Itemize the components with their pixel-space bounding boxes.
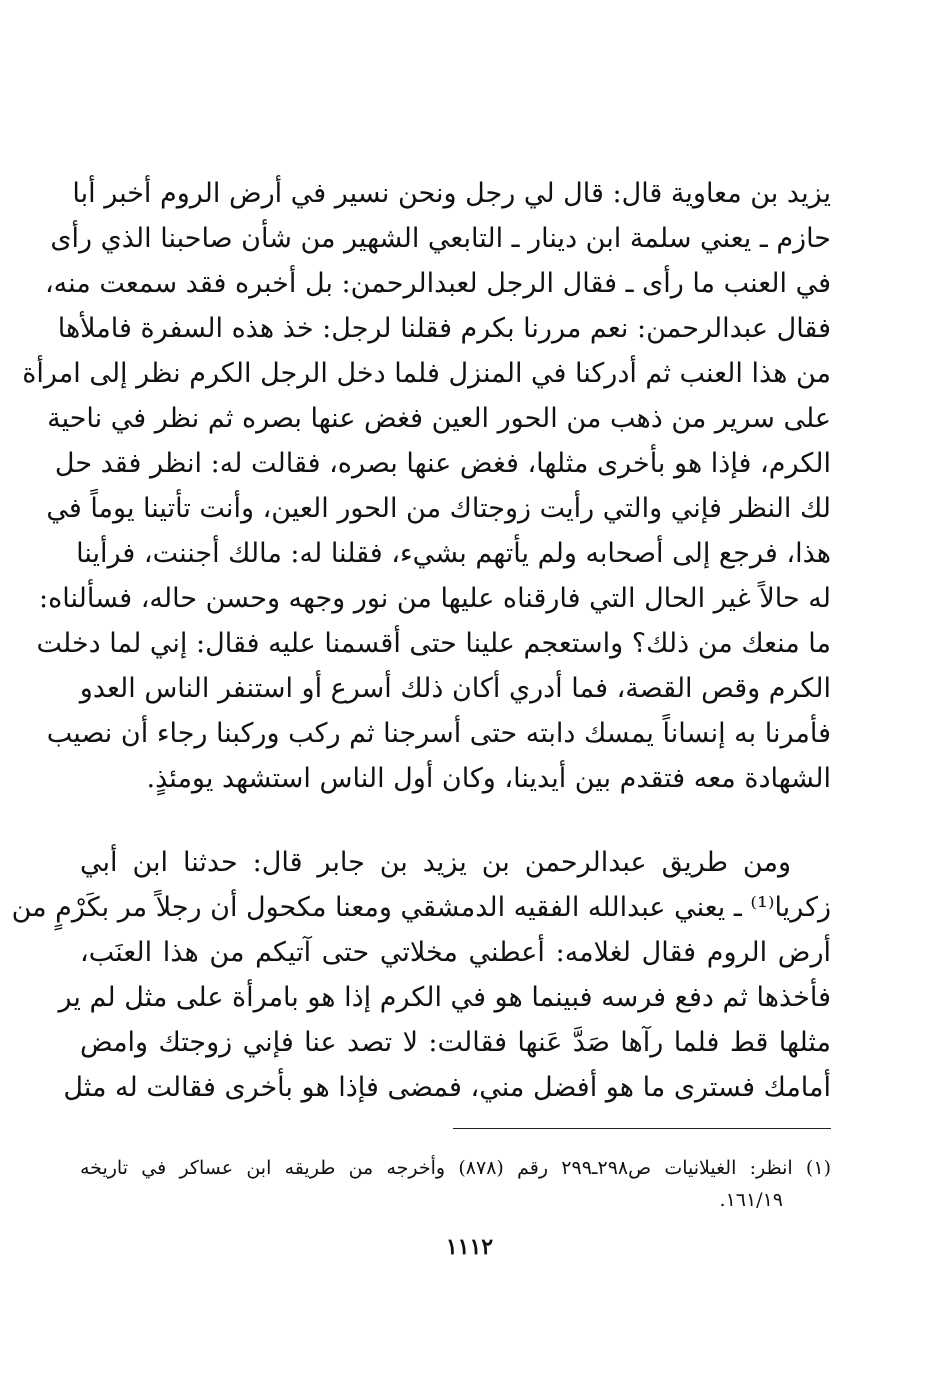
text-line: ومن طريق عبدالرحمن بن يزيد بن جابر قال: حدثنا ابن أبي [80,847,791,878]
text-line: فأخذها ثم دفع فرسه فبينما هو في الكرم إذا هو بامرأة على مثل لم ير [58,982,831,1013]
text-line: حازم ـ يعني سلمة ابن دينار ـ التابعي الشهير من شأن صاحبنا الذي رأى [50,223,831,254]
text-line: أمامك فسترى ما هو أفضل مني، فمضى فإذا هو بأخرى فقالت له مثل [63,1072,831,1103]
footnote-line: (١) انظر: الغيلانيات ص٢٩٨ـ٢٩٩ رقم (٨٧٨) وأخرجه من طريقه ابن عساكر في تاريخه [80,1157,831,1179]
text-line: أرض الروم فقال لغلامه: أعطني مخلاتي حتى آتيكم من هذا العنَب، [80,937,831,968]
footnote-line: ١٦١/١٩. [719,1189,783,1211]
text-line: فقال عبدالرحمن: نعم مررنا بكرم فقلنا لرجل: خذ هذه السفرة فاملأها [57,313,831,344]
text-line: هذا، فرجع إلى أصحابه ولم يأتهم بشيء، فقلنا له: مالك أجننت، فرأينا [76,538,831,569]
text-line: على سرير من ذهب من الحور العين فغض عنها بصره ثم نظر في ناحية [47,403,831,434]
text-line: مثلها قط فلما رآها صَدَّ عَنها فقالت: لا تصد عنا فإني زوجتك وامض [80,1027,831,1058]
text-line: في العنب ما رأى ـ فقال الرجل لعبدالرحمن: بل أخبره فقد سمعت منه، [44,268,831,299]
footnote-divider [453,1128,831,1129]
page-number: ١١١٢ [445,1234,494,1260]
text-line: من هذا العنب ثم أدركنا في المنزل فلما دخل الرجل الكرم نظر إلى امرأة [22,358,831,389]
text-line: له حالاً غير الحال التي فارقناه عليها من نور وجهه وحسن حاله، فسألناه: [39,583,831,614]
text-line: يزيد بن معاوية قال: قال لي رجل ونحن نسير في أرض الروم أخبر أبا [72,178,831,209]
text-line: ما منعك من ذلك؟ واستعجم علينا حتى أقسمنا عليه فقال: إني لما دخلت [36,628,831,659]
text-line: الكرم وقص القصة، فما أدري أكان ذلك أسرع أو استنفر الناس العدو [79,673,831,704]
text-line: زكريا⁽¹⁾ ـ يعني عبدالله الفقيه الدمشقي ومعنا مكحول أن رجلاً مر بكَرْمٍ من [11,892,831,923]
text-line: فأمرنا به إنساناً يمسك دابته حتى أسرجنا ثم ركب وركبنا رجاء أن نصيب [46,718,831,749]
text-line: الكرم، فإذا هو بأخرى مثلها، فغض عنها بصره، فقالت له: انظر فقد حل [54,448,831,479]
text-line: لك النظر فإني والتي رأيت زوجتاك من الحور العين، وأنت تأتينا يوماً في [46,493,831,524]
text-line: الشهادة معه فتقدم بين أيدينا، وكان أول الناس استشهد يومئذٍ. [146,763,831,794]
